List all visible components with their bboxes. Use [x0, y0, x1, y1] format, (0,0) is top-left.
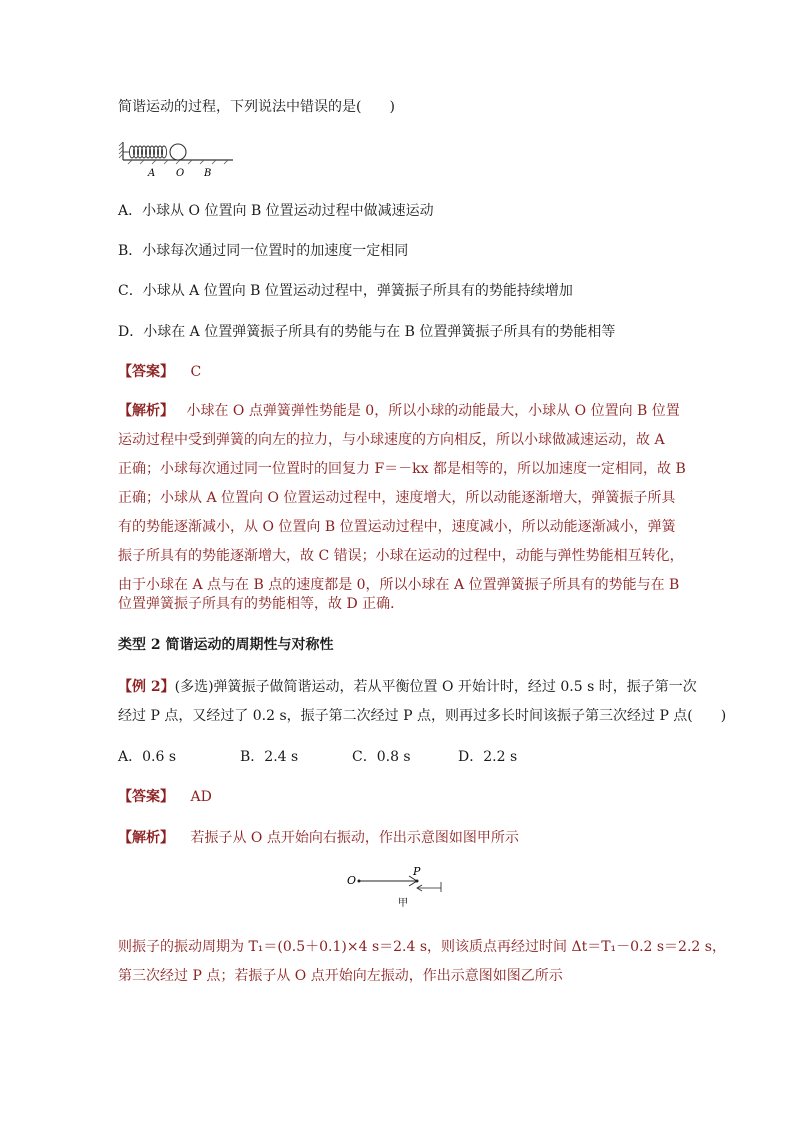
- option-d: D．小球在 A 位置弹簧振子所具有的势能与在 B 位置弹簧振子所具有的势能相等: [118, 324, 616, 340]
- analysis-line-6: 振子所具有的势能逐渐增大，故 C 错误；小球在运动的过程中，动能与弹性势能相互转化，: [118, 548, 684, 564]
- example-option-c: C．0.8 s: [352, 749, 411, 765]
- option-c: C．小球从 A 位置向 B 位置运动过程中，弹簧振子所具有的势能持续增加: [118, 283, 573, 299]
- example-option-b: B．2.4 s: [240, 749, 299, 765]
- example-answer-row: [118, 786, 212, 808]
- label-b: B: [204, 168, 212, 179]
- example-stem-line-1: 【例 2】(多选)弹簧振子做简谐运动，若从平衡位置 O 开始计时，经过 0.5 s 时，振子第一次: [118, 679, 697, 695]
- figure-label-o: O: [347, 874, 357, 887]
- analysis-line-5: 有的势能逐渐减小，从 O 位置向 B 位置运动过程中，速度减小，所以动能逐渐减小，弹簧: [118, 519, 676, 535]
- example-analysis-line-2: 则振子的振动周期为 T₁＝(0.5＋0.1)×4 s＝2.4 s，则该质点再经过时间 Δt＝T₁－0.2 s＝2.2 s，: [118, 939, 726, 955]
- analysis-line-1: 【解析】 小球在 O 点弹簧弹性势能是 0，所以小球的动能最大，小球从 O 位置向 B 位置: [118, 403, 680, 419]
- example-tag: 【例 2】: [118, 679, 175, 695]
- figure-caption: 甲: [398, 898, 408, 909]
- example-analysis-line-1: 【解析】 若振子从 O 点开始向右振动，作出示意图如图甲所示: [118, 830, 519, 846]
- answer-row: [118, 361, 201, 383]
- example-option-a: A．0.6 s: [118, 749, 177, 765]
- answer-value: C: [190, 364, 202, 380]
- example-options: [118, 746, 517, 768]
- example-option-d: D．2.2 s: [458, 749, 518, 765]
- figure-jia: [345, 864, 455, 912]
- example-answer-value: AD: [190, 789, 212, 805]
- option-b: B．小球每次通过同一位置时的加速度一定相同: [118, 243, 409, 259]
- example-stem-line-2: 经过 P 点，又经过了 0.2 s，振子第二次经过 P 点，则再过多长时间该振子第三次经过 P 点( ): [118, 708, 727, 724]
- option-a: A．小球从 O 位置向 B 位置运动过程中做减速运动: [118, 203, 434, 219]
- section-title: 类型 2 简谐运动的周期性与对称性: [118, 637, 334, 653]
- analysis-line-7: 由于小球在 A 点与在 B 点的速度都是 0，所以小球在 A 位置弹簧振子所具有的势能与在 B: [118, 577, 680, 593]
- spring-coil: [129, 146, 166, 158]
- label-o: O: [176, 168, 185, 179]
- example-analysis-tag: 【解析】: [118, 830, 174, 846]
- figure-label-p: P: [413, 865, 421, 878]
- spring-oscillator-figure: [118, 138, 238, 180]
- analysis-line-4: 正确；小球从 A 位置向 O 位置运动过程中，速度增大，所以动能逐渐增大，弹簧振子所具: [118, 490, 676, 506]
- example-analysis-line-3: 第三次经过 P 点；若振子从 O 点开始向左振动，作出示意图如图乙所示: [118, 968, 563, 984]
- example-answer-tag: 【答案】: [118, 789, 174, 805]
- analysis-line-2: 运动过程中受到弹簧的向左的拉力，与小球速度的方向相反，所以小球做减速运动，故 A: [118, 432, 665, 448]
- answer-tag: 【答案】: [118, 364, 174, 380]
- analysis-line-3: 正确；小球每次通过同一位置时的回复力 F＝－kx 都是相等的，所以加速度一定相同，故 B: [118, 461, 686, 477]
- analysis-line-8: 位置弹簧振子所具有的势能相等，故 D 正确．: [118, 596, 405, 612]
- analysis-tag: 【解析】: [118, 403, 174, 419]
- question-stem: 简谐运动的过程，下列说法中错误的是( ): [118, 99, 395, 115]
- label-a: A: [148, 168, 156, 179]
- ball: [170, 144, 186, 160]
